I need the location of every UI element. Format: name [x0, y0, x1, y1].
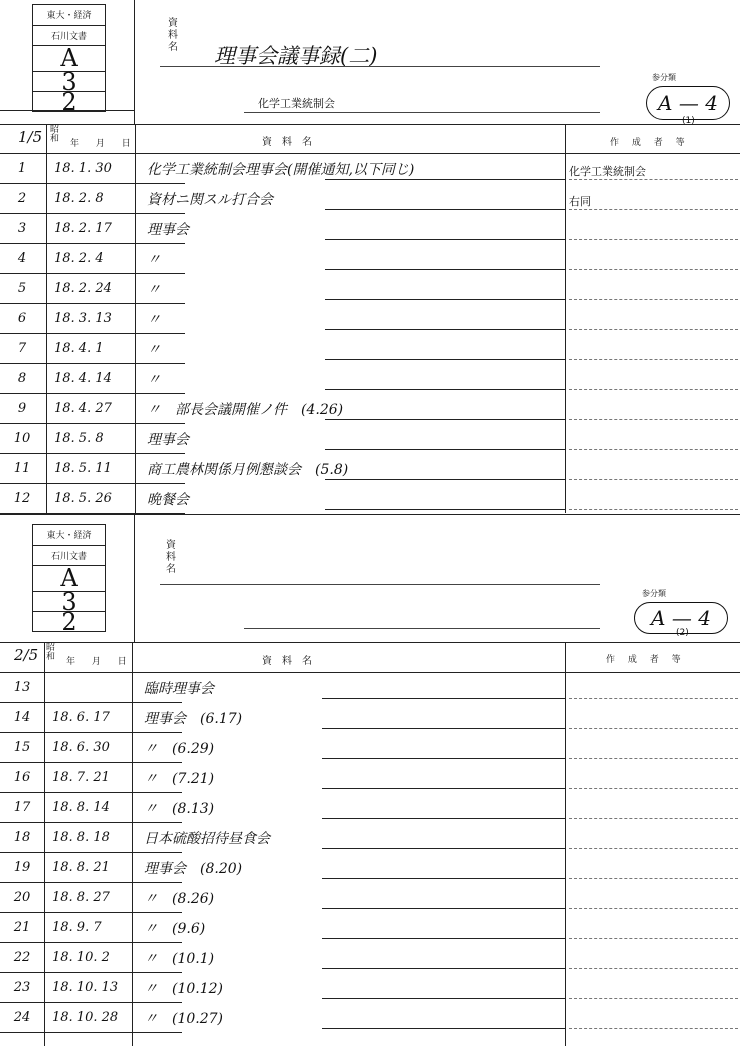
row-date: 18. 4. 1	[54, 341, 104, 356]
row-number: 12	[13, 491, 31, 506]
row-title: 〃	[147, 342, 161, 358]
row-title: 〃 (10.1)	[144, 951, 215, 967]
row-number: 14	[13, 710, 31, 725]
stamp-university: 東大・経済	[46, 11, 92, 21]
class-code: A — 4	[646, 86, 730, 120]
row-date: 18. 6. 17	[52, 710, 110, 725]
class-label: 参分類	[652, 73, 676, 82]
row-number: 1	[17, 161, 27, 176]
header-name: 資 料 名	[262, 137, 312, 148]
row-number: 2	[17, 191, 27, 206]
page-mark: 1/5	[18, 128, 43, 146]
row-title: 〃 (8.13)	[144, 801, 215, 817]
row-title: 〃 (7.21)	[144, 771, 215, 787]
row-date: 18. 2. 17	[54, 221, 112, 236]
row-number: 16	[13, 770, 31, 785]
row-number: 10	[13, 431, 31, 446]
row-date: 18. 8. 14	[52, 800, 110, 815]
stamp-code-3: 2	[61, 608, 77, 636]
row-date: 18. 7. 21	[52, 770, 110, 785]
header-date: 年 月 日	[66, 657, 127, 667]
row-title: 理事会 (6.17)	[144, 711, 243, 727]
row-number: 19	[13, 860, 31, 875]
row-author: 右同	[569, 195, 591, 208]
header-era: 昭和	[46, 643, 56, 662]
row-title: 〃 (10.12)	[144, 981, 224, 997]
row-number: 5	[17, 281, 27, 296]
row-title: 〃 (8.26)	[144, 891, 215, 907]
stamp-code-2: 3	[61, 68, 77, 96]
row-number: 8	[17, 371, 27, 386]
class-sub: (2)	[676, 628, 689, 638]
stamp-code-1: A	[60, 44, 78, 72]
row-date: 18. 4. 14	[54, 371, 112, 386]
row-number: 4	[17, 251, 27, 266]
row-title: 日本硫酸招待昼食会	[144, 831, 270, 847]
document-subtitle: 化学工業統制会	[258, 97, 335, 110]
row-date: 18. 6. 30	[52, 740, 110, 755]
row-title: 〃 (9.6)	[144, 921, 206, 937]
row-date: 18. 5. 8	[54, 431, 104, 446]
row-date: 18. 2. 8	[54, 191, 104, 206]
row-title: 化学工業統制会理事会(開催通知,以下同じ)	[147, 162, 415, 178]
row-date: 18. 10. 28	[52, 1010, 119, 1025]
row-number: 24	[13, 1010, 31, 1025]
row-title: 理事会	[147, 432, 189, 448]
stamp-collection: 石川文書	[50, 32, 87, 42]
row-number: 15	[13, 740, 31, 755]
row-title: 〃	[147, 252, 161, 268]
row-number: 23	[13, 980, 31, 995]
row-number: 3	[17, 221, 27, 236]
header-name: 資 料 名	[262, 656, 312, 667]
row-number: 11	[13, 461, 31, 476]
row-date: 18. 3. 13	[54, 311, 112, 326]
shiryo-label: 資 料 名	[166, 540, 176, 575]
row-number: 22	[13, 950, 31, 965]
row-date: 18. 2. 4	[54, 251, 104, 266]
class-label: 参分類	[642, 589, 666, 598]
page-mark: 2/5	[14, 646, 39, 664]
row-title: 理事会	[147, 222, 189, 238]
row-number: 9	[17, 401, 27, 416]
shiryo-label: 資 料 名	[168, 18, 178, 53]
stamp-university: 東大・経済	[46, 531, 92, 541]
document-title: 理事会議事録(二)	[214, 44, 378, 68]
row-date: 18. 4. 27	[54, 401, 112, 416]
row-date: 18. 5. 26	[54, 491, 112, 506]
class-sub: (1)	[682, 116, 695, 126]
row-title: 〃	[147, 312, 161, 328]
row-title: 〃	[147, 372, 161, 388]
row-date: 18. 8. 27	[52, 890, 110, 905]
stamp-code-2: 3	[61, 588, 77, 616]
row-title: 〃	[147, 282, 161, 298]
class-code: A — 4	[634, 602, 728, 634]
row-date: 18. 1. 30	[54, 161, 112, 176]
row-number: 21	[13, 920, 31, 935]
row-date: 18. 5. 11	[54, 461, 112, 476]
row-number: 13	[13, 680, 31, 695]
row-title: 臨時理事会	[144, 681, 214, 697]
row-number: 7	[17, 341, 27, 356]
header-era: 昭和	[50, 125, 60, 144]
stamp-code-1: A	[60, 564, 78, 592]
row-date: 18. 9. 7	[52, 920, 102, 935]
row-number: 17	[13, 800, 31, 815]
header-author: 作 成 者 等	[606, 655, 686, 665]
row-title: 晩餐会	[147, 492, 189, 508]
row-date: 18. 10. 2	[52, 950, 110, 965]
row-number: 18	[13, 830, 31, 845]
row-title: 〃 (6.29)	[144, 741, 215, 757]
row-title: 〃 (10.27)	[144, 1011, 224, 1027]
row-number: 20	[13, 890, 31, 905]
row-date: 18. 2. 24	[54, 281, 112, 296]
archive-stamp	[32, 4, 106, 116]
row-title: 理事会 (8.20)	[144, 861, 243, 877]
row-number: 6	[17, 311, 27, 326]
header-date: 年 月 日	[70, 139, 131, 149]
archive-stamp	[32, 524, 106, 636]
stamp-collection: 石川文書	[50, 552, 87, 562]
row-title: 資材ニ関スル打合会	[147, 192, 273, 208]
header-author: 作 成 者 等	[610, 138, 690, 148]
row-title: 商工農林関係月例懇談会 (5.8)	[147, 462, 349, 478]
stamp-code-3: 2	[61, 88, 77, 116]
row-author: 化学工業統制会	[569, 165, 646, 178]
row-title: 〃 部長会議開催ノ件 (4.26)	[147, 402, 344, 418]
row-date: 18. 8. 18	[52, 830, 110, 845]
row-date: 18. 8. 21	[52, 860, 110, 875]
row-date: 18. 10. 13	[52, 980, 119, 995]
